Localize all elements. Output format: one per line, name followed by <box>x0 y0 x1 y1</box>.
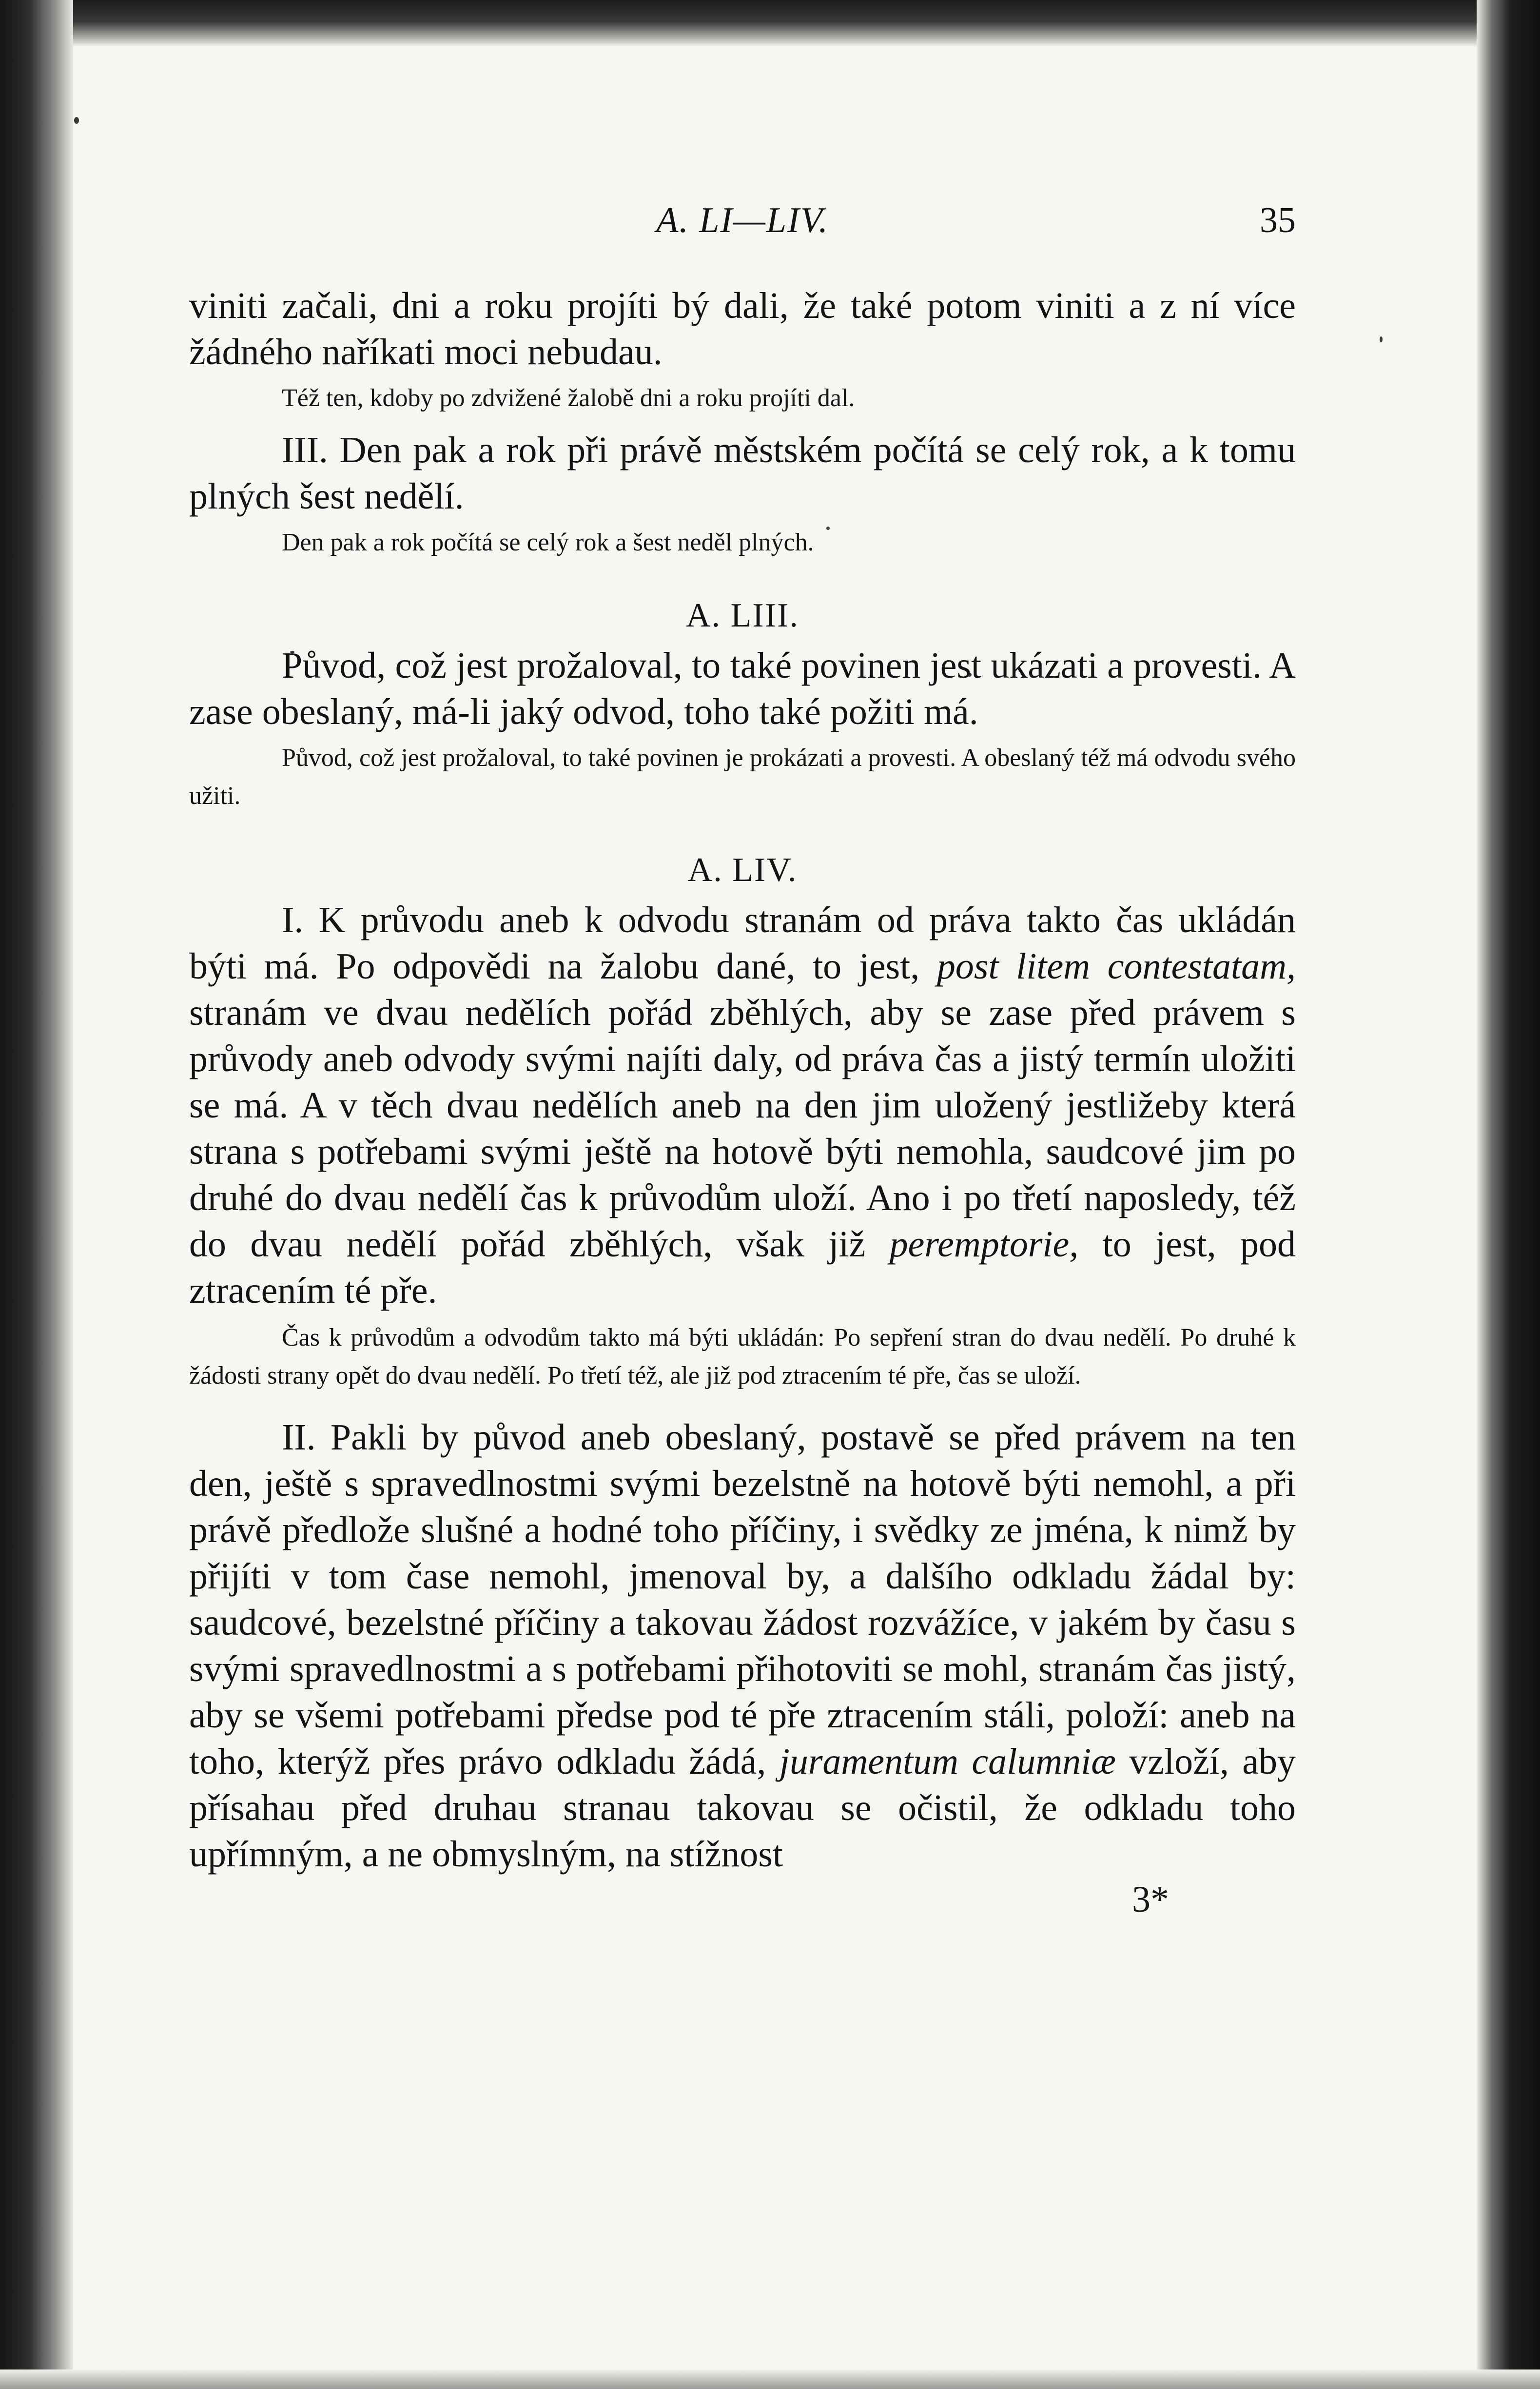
main-paragraph <box>189 897 1296 1314</box>
gloss-paragraph: Čas k průvodům a odvodům takto má býti ukládán: Po sepření stran do dvau nedělí. Po druhé k žádosti strany opět do dvau nedělí. Po třetí též, ale již pod ztracením té pře, čas se uloží. <box>189 1324 1296 1390</box>
main-paragraph: Původ, což jest prožaloval, to také povinen jest ukázati a provesti. A zase obeslaný, má-li jaký odvod, toho také požiti má. <box>189 645 1296 732</box>
scan-border-left <box>0 0 73 2389</box>
scan-border-right <box>1477 0 1540 2389</box>
main-paragraph: III. Den pak a rok při právě městském počítá se celý rok, a k tomu plných šest nedělí. <box>189 430 1296 517</box>
signature-mark: 3* <box>1132 1879 1169 1920</box>
text-run: stranám ve dvau nedělích pořád zběhlých, aby se zase před právem s průvody aneb odvody svými najíti daly, od práva čas a jistý termín uložiti se má. A v těch dvau nedělích aneb na den jim uložený jestližeby která strana s potřebami svými ještě na hotově býti nemohla, saudcové jim po druhé do dvau nedělí čas k průvodům uloží. Ano i po třetí naposledy, též do dvau nedělí pořád zběhlých, však již <box>189 992 1296 1265</box>
gloss-paragraph: Den pak a rok počítá se celý rok a šest neděl plných. <box>282 529 814 556</box>
running-head <box>189 185 1296 244</box>
main-paragraph <box>189 1414 1296 1878</box>
scan-border-top <box>0 0 1540 46</box>
latin-phrase: post litem contestatam, <box>936 946 1296 987</box>
gloss-paragraph: Původ, což jest prožaloval, to také povinen je prokázati a provesti. A obeslaný též má odvodu svého užiti. <box>189 744 1296 810</box>
latin-phrase: peremptorie, <box>889 1224 1079 1265</box>
text-run: I. K průvodu aneb k odvodu stranám od práva takto čas ukládán býti má. Po odpovědi na žalobu dané, to jest, <box>189 900 1296 987</box>
article-heading: A. LIV. <box>687 851 798 889</box>
book-page <box>189 185 1296 1921</box>
main-paragraph: viniti začali, dni a roku projíti bý dali, že také potom viniti a z ní více žádného naříkati moci nebudau. <box>189 285 1296 372</box>
gloss-paragraph: Též ten, kdoby po zdvižené žalobě dni a roku projíti dal. <box>282 384 855 412</box>
text-run: vzloží, aby přísahau před druhau stranau takovau se očistil, že odkladu toho upřímným, a ne obmyslným, na stížnost <box>189 1741 1296 1875</box>
latin-phrase: juramentum calumniæ <box>779 1741 1116 1782</box>
text-run: II. Pakli by původ aneb obeslaný, postavě se před právem na ten den, ještě s spravedlnostmi svými bezelstně na hotově býti nemohl, a při právě předlože slušné a hodné toho příčiny, i svědky ze jména, k nimž by přijíti v tom čase nemohl, jmenoval by, a dalšího odkladu žádal by: saudcové, bezelstné příčiny a takovau žádost rozvážíce, v jakém by času s svými spravedlnostmi a s potřebami přihotoviti se mohl, stranám čas jistý, aby se všemi potřebami předse pod té pře ztracením stáli, položí: aneb na toho, kterýž přes právo odkladu žádá, <box>189 1417 1296 1782</box>
article-heading: A. LIII. <box>686 597 799 634</box>
scan-speck <box>1380 336 1383 342</box>
scan-border-bottom <box>0 2369 1540 2389</box>
scan-speck <box>74 117 79 124</box>
running-head-title: A. LI—LIV. <box>656 200 829 240</box>
page-number: 35 <box>1260 200 1296 240</box>
text-run: to jest, pod ztracením té pře. <box>189 1224 1296 1311</box>
